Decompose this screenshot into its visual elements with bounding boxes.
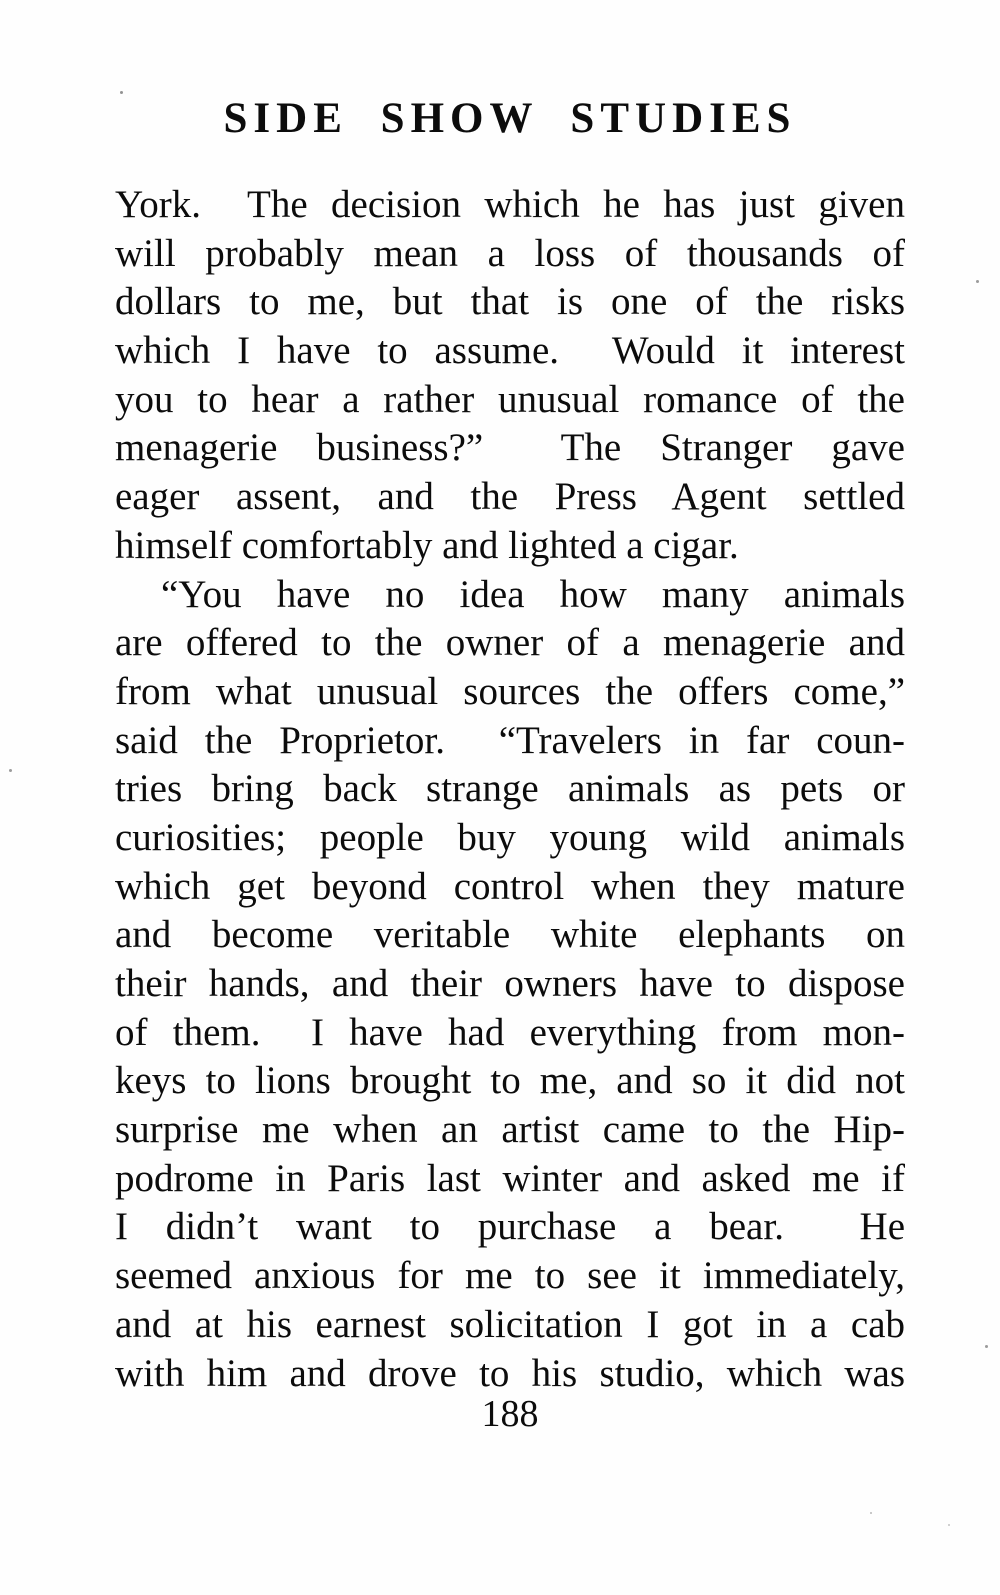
paragraph-2-line-4: said the Proprietor. “Travelers in far coun-: [115, 718, 905, 762]
scan-speck: [985, 1345, 988, 1348]
paragraph-2-line-16: and at his earnest solicitation I got in a cab: [115, 1302, 905, 1346]
paragraph-2-line-17: with him and drove to his studio, which was: [115, 1351, 905, 1395]
scan-speck: [976, 280, 979, 283]
paragraph-2-line-8: and become veritable white elephants on: [115, 913, 905, 957]
paragraph-1-line-1: York. The decision which he has just given: [115, 183, 905, 226]
page-heading: SIDE SHOW STUDIES: [223, 95, 797, 142]
scan-speck: [9, 769, 12, 772]
paragraph-1-line-8: himself comfortably and lighted a cigar.: [115, 523, 739, 567]
text-block: [115, 181, 905, 1398]
paragraph-1-line-5: you to hear a rather unusual romance of the: [115, 377, 905, 421]
paragraph-1-line-6: menagerie business?” The Stranger gave: [115, 426, 905, 470]
paragraph-1-line-2: will probably mean a loss of thousands of: [115, 231, 905, 275]
paragraph-2-line-12: surprise me when an artist came to the Hip-: [115, 1108, 905, 1152]
paragraph-2-line-1: “You have no idea how many animals: [161, 572, 905, 616]
paragraph-2-line-3: from what unusual sources the offers come,”: [115, 669, 905, 713]
paragraph-2-line-15: seemed anxious for me to see it immediately,: [115, 1254, 905, 1298]
paragraph-2-line-13: podrome in Paris last winter and asked me if: [115, 1156, 905, 1200]
page-number: 188: [481, 1393, 539, 1435]
paragraph-2-line-7: which get beyond control when they mature: [115, 864, 905, 908]
paragraph-2-line-9: their hands, and their owners have to dispose: [115, 962, 905, 1005]
scan-speck: [870, 1512, 872, 1514]
paragraph-2-line-2: are offered to the owner of a menagerie and: [115, 621, 905, 665]
paragraph-2-line-11: keys to lions brought to me, and so it did not: [115, 1059, 905, 1103]
scan-speck: [120, 91, 123, 94]
paragraph-2-line-6: curiosities; people buy young wild animals: [115, 815, 905, 859]
paragraph-2-line-10: of them. I have had everything from mon-: [115, 1010, 905, 1054]
paragraph-1-line-3: dollars to me, but that is one of the risks: [115, 280, 905, 324]
paragraph-1-line-4: which I have to assume. Would it interest: [115, 329, 905, 373]
paragraph-2-line-5: tries bring back strange animals as pets or: [115, 767, 905, 811]
scan-speck: [948, 1524, 950, 1526]
paragraph-2-line-14: I didn’t want to purchase a bear. He: [115, 1205, 905, 1249]
paragraph-1-line-7: eager assent, and the Press Agent settled: [115, 475, 905, 519]
